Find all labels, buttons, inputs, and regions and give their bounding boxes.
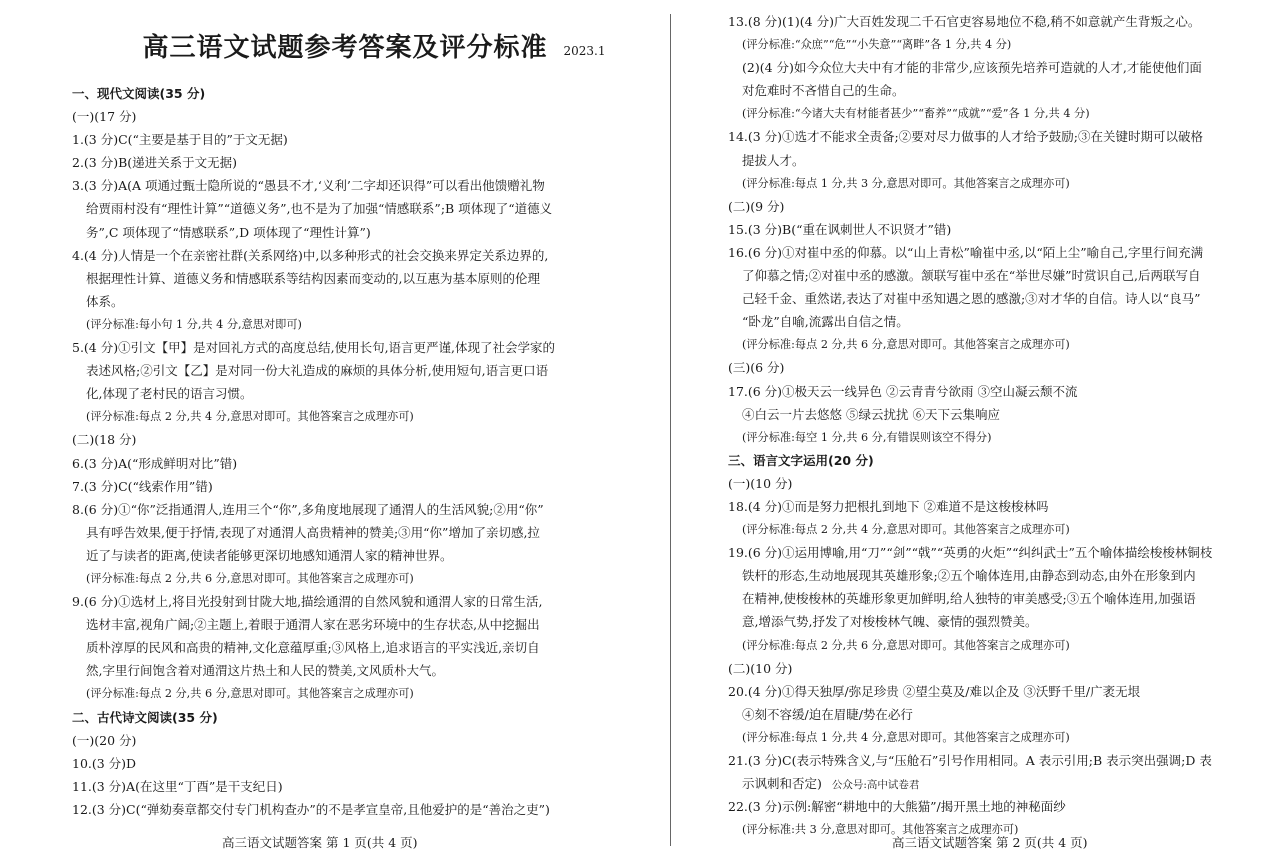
line-text: 在精神,使梭梭林的英雄形象更加鲜明,给人独特的审美感受;③五个喻体连用,加强语: [742, 591, 1196, 607]
answer-line: [72, 452, 646, 475]
answer-line: [728, 772, 1271, 795]
line-text: 表述风格;②引文【乙】是对同一份大礼造成的麻烦的具体分析,使用短句,语言更口语: [86, 363, 549, 379]
answer-line: [728, 10, 1271, 33]
watermark-note: 公众号:高中试卷君: [831, 779, 920, 792]
line-text: (二)(18 分): [72, 432, 137, 448]
line-text: 一、现代文阅读(35 分): [72, 86, 206, 101]
line-text: 16.(6 分)①对崔中丞的仰慕。以“山上青松”喻崔中丞,以“陌上尘”喻自己,字里行间充满: [728, 244, 1204, 260]
answer-line: [72, 521, 646, 544]
line-text: (评分标准:每点 2 分,共 4 分,意思对即可。其他答案言之成理亦可): [742, 523, 1070, 537]
answer-line: [72, 590, 646, 613]
line-text: (评分标准:每空 1 分,共 6 分,有错误则该空不得分): [742, 430, 992, 444]
answer-line: [728, 795, 1271, 818]
answer-line: [728, 749, 1271, 772]
answer-line: [728, 264, 1271, 287]
line-text: 18.(4 分)①而是努力把根扎到地下 ②难道不是这梭梭林吗: [728, 498, 1049, 514]
line-text: 8.(6 分)①“你”泛指通渭人,连用三个“你”,多角度地展现了通渭人的生活风貌;②用“你”: [72, 501, 544, 517]
answer-line: [728, 79, 1271, 102]
line-text: 根据理性计算、道德义务和情感联系等结构因素而变动的,以互惠为基本原则的伦理: [86, 270, 540, 286]
answer-line: [728, 680, 1271, 703]
line-text: (二)(9 分): [728, 198, 785, 214]
document-title: 高三语文试题参考答案及评分标准: [142, 33, 548, 63]
section-heading: [72, 82, 646, 105]
line-text: (评分标准:每点 1 分,共 4 分,意思对即可。其他答案言之成理亦可): [742, 730, 1070, 744]
line-text: (三)(6 分): [728, 360, 785, 376]
line-text: (评分标准:每点 2 分,共 6 分,意思对即可。其他答案言之成理亦可): [86, 687, 414, 701]
line-text: (评分标准:每点 2 分,共 4 分,意思对即可。其他答案言之成理亦可): [86, 410, 414, 424]
line-text: 然,字里行间饱含着对通渭这片热土和人民的赞美,文风质朴大气。: [86, 663, 444, 679]
answer-line: [72, 752, 646, 775]
answer-line: [72, 267, 646, 290]
answer-line: [72, 475, 646, 498]
scoring-criteria-line: [728, 333, 1271, 356]
scoring-criteria-line: [72, 313, 646, 336]
line-text: 4.(4 分)人情是一个在亲密社群(关系网络)中,以多种形式的社会交换来界定关系边界的,: [72, 247, 549, 263]
answer-line: [72, 544, 646, 567]
line-text: (评分标准:每点 1 分,共 3 分,意思对即可。其他答案言之成理亦可): [742, 176, 1070, 190]
title-row: [72, 14, 646, 64]
line-text: 2.(3 分)B(递进关系于文无据): [72, 155, 238, 171]
scoring-criteria-line: [728, 102, 1271, 125]
answer-line: [728, 610, 1271, 633]
answer-line: [72, 336, 646, 359]
page-2-column: [680, 0, 1283, 861]
line-text: (评分标准:共 3 分,意思对即可。其他答案言之成理亦可): [742, 823, 1019, 837]
scoring-criteria-line: [728, 634, 1271, 657]
line-text: 21.(3 分)C(表示特殊含义,与“压舱石”引号作用相同。A 表示引用;B 表示突出强调;D 表: [728, 753, 1212, 768]
line-text: 铁杆的形态,生动地展现其英雄形象;②五个喻体连用,由静态到动态,由外在形象到内: [742, 568, 1196, 584]
line-text: 务”,C 项体现了“情感联系”,D 项体现了“理性计算”): [86, 224, 371, 240]
answer-line: [72, 197, 646, 220]
line-text: 意,增添气势,抒发了对梭梭林气魄、豪情的强烈赞美。: [742, 614, 1038, 630]
line-text: 5.(4 分)①引文【甲】是对回礼方式的高度总结,使用长句,语言更严谨,体现了社会学家的: [72, 340, 556, 356]
line-text: 3.(3 分)A(A 项通过甄士隐所说的“愚县不才,‘义利’二字却还识得”可以看出他馈赠礼物: [72, 178, 545, 194]
line-text: 6.(3 分)A(“形成鲜明对比”错): [72, 455, 238, 471]
answer-line: [728, 380, 1271, 403]
answer-line: [72, 221, 646, 244]
answer-line: [728, 195, 1271, 218]
line-text: 7.(3 分)C(“线索作用”错): [72, 478, 213, 494]
answer-line: [728, 287, 1271, 310]
line-text: 提拔人才。: [742, 152, 805, 168]
scoring-criteria-line: [728, 33, 1271, 56]
answer-line: [728, 703, 1271, 726]
answer-line: [728, 657, 1271, 680]
answer-line: [72, 359, 646, 382]
line-text: 15.(3 分)B(“重在讽刺世人不识贤才”错): [728, 221, 952, 237]
line-text: 20.(4 分)①得天独厚/弥足珍贵 ②望尘莫及/难以企及 ③沃野千里/广袤无垠: [728, 683, 1141, 699]
line-text: (一)(17 分): [72, 109, 137, 125]
line-text: “卧龙”自喻,流露出自信之情。: [742, 314, 909, 330]
line-text: 10.(3 分)D: [72, 755, 137, 771]
line-text: 三、语言文字运用(20 分): [728, 452, 874, 468]
answer-line: [728, 541, 1271, 564]
section-heading: [728, 449, 1271, 472]
answer-line: [72, 498, 646, 521]
line-text: 对危难时不吝惜自己的生命。: [742, 83, 905, 99]
line-text: 19.(6 分)①运用博喻,用“刀”“剑”“戟”“英勇的火炬”“纠纠武士”五个喻体描绘梭梭林铜枝: [728, 545, 1213, 561]
answer-line: [72, 798, 646, 821]
line-text: 体系。: [86, 293, 124, 309]
answer-line: [72, 636, 646, 659]
line-text: 质朴淳厚的民风和高贵的精神,文化意蕴厚重;③风格上,追求语言的平实浅近,亲切自: [86, 640, 540, 656]
answer-line: [72, 428, 646, 451]
line-text: (评分标准:每点 2 分,共 6 分,意思对即可。其他答案言之成理亦可): [742, 638, 1070, 652]
answer-line: [728, 356, 1271, 379]
scoring-criteria-line: [72, 567, 646, 590]
scoring-criteria-line: [72, 405, 646, 428]
scoring-criteria-line: [728, 518, 1271, 541]
line-text: (一)(20 分): [72, 732, 137, 748]
answer-line: [728, 495, 1271, 518]
scoring-criteria-line: [728, 172, 1271, 195]
answer-line: [728, 241, 1271, 264]
line-text: 14.(3 分)①选才不能求全责备;②要对尽力做事的人才给予鼓励;③在关键时期可以破格: [728, 129, 1203, 145]
answer-line: [72, 729, 646, 752]
answer-line: [728, 587, 1271, 610]
line-text: (评分标准:每点 2 分,共 6 分,意思对即可。其他答案言之成理亦可): [742, 338, 1070, 352]
line-text: 示讽刺和否定): [742, 776, 822, 792]
line-text: 22.(3 分)示例:解密“耕地中的大熊猫”/揭开黑土地的神秘面纱: [728, 799, 1066, 815]
line-text: 了仰慕之情;②对崔中丞的感激。颔联写崔中丞在“举世尽嫌”时赏识自己,后两联写自: [742, 268, 1201, 284]
answer-line: [728, 310, 1271, 333]
answer-line: [72, 659, 646, 682]
answer-line: [72, 244, 646, 267]
page-2-footer: 高三语文试题答案 第 2 页(共 4 页): [892, 835, 1088, 850]
line-text: 12.(3 分)C(“弹劾奏章都交付专门机构查办”的不是孝宣皇帝,且他爱护的是“善治之吏”): [72, 801, 550, 817]
answer-line: [72, 128, 646, 151]
line-text: ④刻不容缓/迫在眉睫/势在必行: [742, 706, 913, 722]
document-date: 2023.1: [563, 44, 606, 58]
page-2-answers: [728, 10, 1271, 841]
line-text: ④白云一片去悠悠 ⑤绿云扰扰 ⑥天下云集响应: [742, 406, 1000, 422]
answer-line: [728, 403, 1271, 426]
answer-line: [72, 382, 646, 405]
answer-line: [72, 775, 646, 798]
scoring-criteria-line: [728, 726, 1271, 749]
line-text: 11.(3 分)A(在这里“丁酉”是干支纪日): [72, 778, 283, 794]
line-text: 二、古代诗文阅读(35 分): [72, 709, 218, 725]
answer-line: [72, 151, 646, 174]
line-text: (二)(10 分): [728, 660, 793, 676]
line-text: (评分标准:“众庶”“危”“小失意”“离畔”各 1 分,共 4 分): [742, 38, 1012, 52]
line-text: 己轻千金、重然诺,表达了对崔中丞知遇之恩的感激;③对才华的自信。诗人以“良马”: [742, 291, 1201, 307]
page-1-footer: 高三语文试题答案 第 1 页(共 4 页): [222, 835, 418, 850]
answer-line: [72, 105, 646, 128]
column-divider: [670, 14, 671, 846]
line-text: 选材丰富,视角广阔;②主题上,着眼于通渭人家在恶劣环境中的生存状态,从中挖掘出: [86, 617, 540, 633]
line-text: 化,体现了老村民的语言习惯。: [86, 386, 253, 402]
line-text: (一)(10 分): [728, 475, 793, 491]
answer-line: [72, 290, 646, 313]
answer-line: [72, 613, 646, 636]
line-text: (评分标准:每点 2 分,共 6 分,意思对即可。其他答案言之成理亦可): [86, 571, 414, 585]
scoring-criteria-line: [72, 682, 646, 705]
section-heading: [72, 706, 646, 729]
line-text: (评分标准:“今诸大夫有材能者甚少”“畜养”“成就”“爱”各 1 分,共 4 分): [742, 107, 1090, 121]
answer-line: [728, 564, 1271, 587]
line-text: (2)(4 分)如今众位大夫中有才能的非常少,应该预先培养可造就的人才,才能使他们面: [742, 60, 1202, 76]
line-text: 9.(6 分)①选材上,将目光投射到甘陇大地,描绘通渭的自然风貌和通渭人家的日常生活,: [72, 594, 543, 610]
page-1-answers: [72, 82, 646, 821]
line-text: 1.(3 分)C(“主要是基于目的”于文无据): [72, 132, 288, 148]
answer-line: [728, 218, 1271, 241]
line-text: 13.(8 分)(1)(4 分)广大百姓发现二千石官吏容易地位不稳,稍不如意就产生背叛之心。: [728, 14, 1201, 29]
line-text: 给贾雨村没有“理性计算”“道德义务”,也不是为了加强“情感联系”;B 项体现了“道德义: [86, 201, 553, 217]
answer-line: [728, 472, 1271, 495]
line-text: 具有呼告效果,便于抒情,表现了对通渭人高贵精神的赞美;③用“你”增加了亲切感,拉: [86, 524, 540, 540]
answer-line: [728, 56, 1271, 79]
answer-line: [728, 149, 1271, 172]
line-text: (评分标准:每小句 1 分,共 4 分,意思对即可): [86, 317, 302, 331]
line-text: 近了与读者的距离,使读者能够更深切地感知通渭人家的精神世界。: [86, 547, 453, 563]
answer-line: [728, 125, 1271, 148]
scoring-criteria-line: [728, 426, 1271, 449]
line-text: 17.(6 分)①极天云一线异色 ②云青青兮欲雨 ③空山凝云颓不流: [728, 383, 1078, 399]
answer-line: [72, 174, 646, 197]
